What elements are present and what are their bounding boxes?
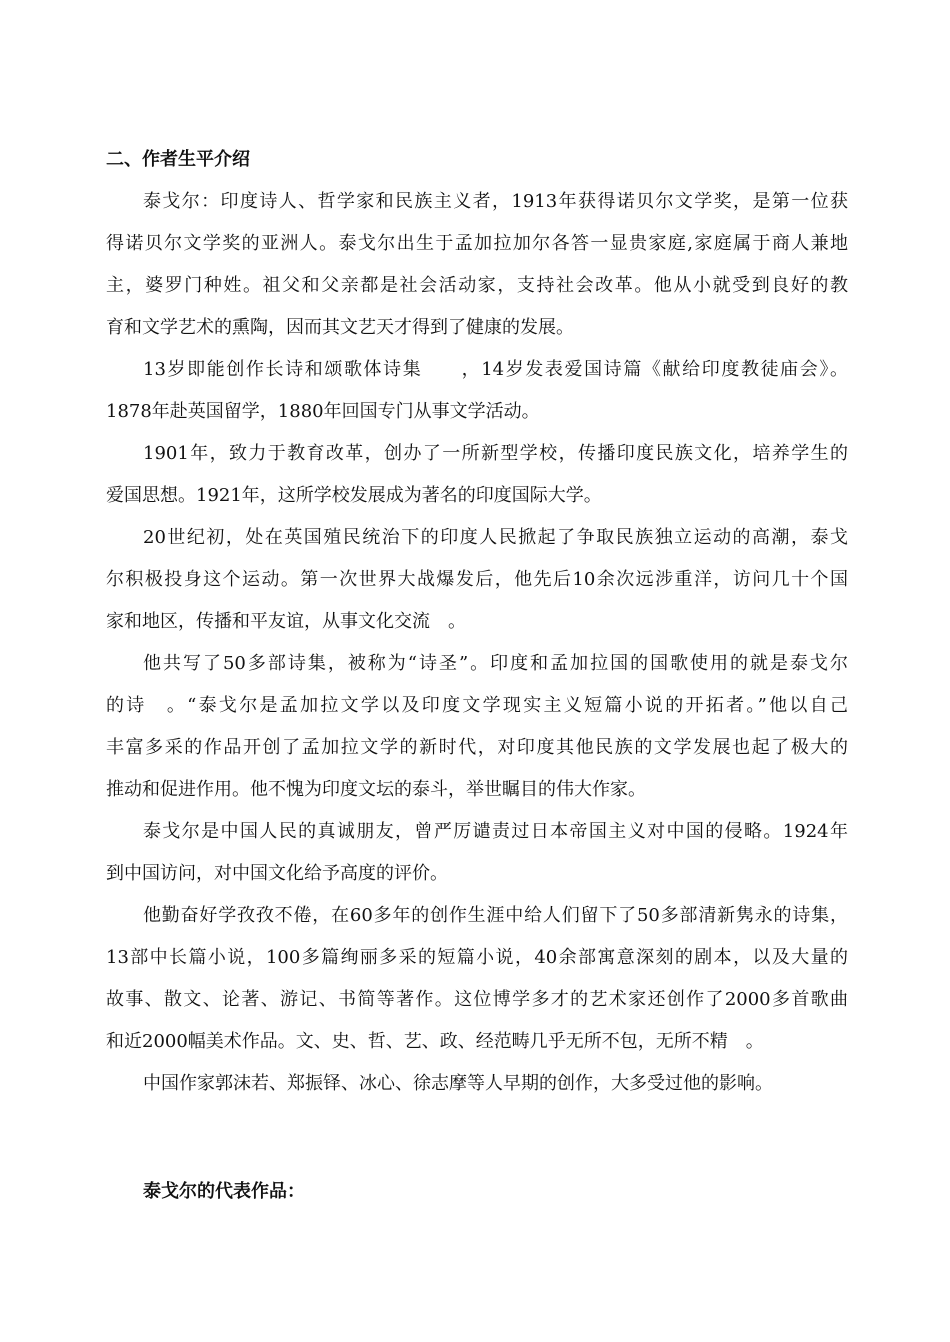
paragraph-line: 推动和促进作用。他不愧为印度文坛的泰斗，举世瞩目的伟大作家。 (106, 779, 646, 800)
paragraph-line: 1901年，致力于教育改革，创办了一所新型学校，传播印度民族文化，培养学生的 (143, 443, 848, 464)
paragraph-line: 育和文学艺术的熏陶，因而其文艺天才得到了健康的发展。 (106, 317, 574, 338)
paragraph-line: 的诗 。“泰戈尔是孟加拉文学以及印度文学现实主义短篇小说的开拓者。”他以自己 (106, 695, 848, 716)
paragraph-line: 13部中长篇小说，100多篇绚丽多采的短篇小说，40余部寓意深刻的剧本，以及大量的 (106, 947, 848, 968)
paragraph-line: 泰戈尔：印度诗人、哲学家和民族主义者，1913年获得诺贝尔文学奖，是第一位获 (143, 191, 848, 212)
paragraph-line: 1878年赴英国留学，1880年回国专门从事文学活动。 (106, 401, 540, 422)
paragraph-line: 泰戈尔是中国人民的真诚朋友，曾严厉谴责过日本帝国主义对中国的侵略。1924年 (143, 821, 848, 842)
paragraph-line: 20世纪初，处在英国殖民统治下的印度人民掀起了争取民族独立运动的高潮，泰戈 (143, 527, 848, 548)
paragraph-line: 家和地区，传播和平友谊，从事文化交流 。 (106, 611, 466, 632)
paragraph-line: 尔积极投身这个运动。第一次世界大战爆发后，他先后10余次远涉重洋，访问几十个国 (106, 569, 848, 590)
paragraph-line: 丰富多采的作品开创了孟加拉文学的新时代，对印度其他民族的文学发展也起了极大的 (106, 737, 848, 758)
paragraph-line: 爱国思想。1921年，这所学校发展成为著名的印度国际大学。 (106, 485, 602, 506)
paragraph-line: 得诺贝尔文学奖的亚洲人。泰戈尔出生于孟加拉加尔各答一显贵家庭,家庭属于商人兼地 (106, 233, 848, 254)
paragraph-line: 他共写了50多部诗集，被称为“诗圣”。印度和孟加拉国的国歌使用的就是泰戈尔 (143, 653, 848, 674)
works-heading: 泰戈尔的代表作品： (143, 1181, 305, 1202)
paragraph-line: 他勤奋好学孜孜不倦，在60多年的创作生涯中给人们留下了50多部清新隽永的诗集， (143, 905, 848, 926)
paragraph-line: 13岁即能创作长诗和颂歌体诗集 ，14岁发表爱国诗篇《献给印度教徒庙会》。 (143, 359, 848, 380)
paragraph-line: 到中国访问，对中国文化给予高度的评价。 (106, 863, 448, 884)
paragraph-line: 故事、散文、论著、游记、书简等著作。这位博学多才的艺术家还创作了2000多首歌曲 (106, 989, 848, 1010)
paragraph-line: 和近2000幅美术作品。文、史、哲、艺、政、经范畴几乎无所不包，无所不精 。 (106, 1031, 764, 1052)
paragraph-line: 主，婆罗门种姓。祖父和父亲都是社会活动家，支持社会改革。他从小就受到良好的教 (106, 275, 848, 296)
section-title: 二、作者生平介绍 (106, 149, 250, 170)
paragraph-line: 中国作家郭沫若、郑振铎、冰心、徐志摩等人早期的创作，大多受过他的影响。 (143, 1073, 773, 1094)
